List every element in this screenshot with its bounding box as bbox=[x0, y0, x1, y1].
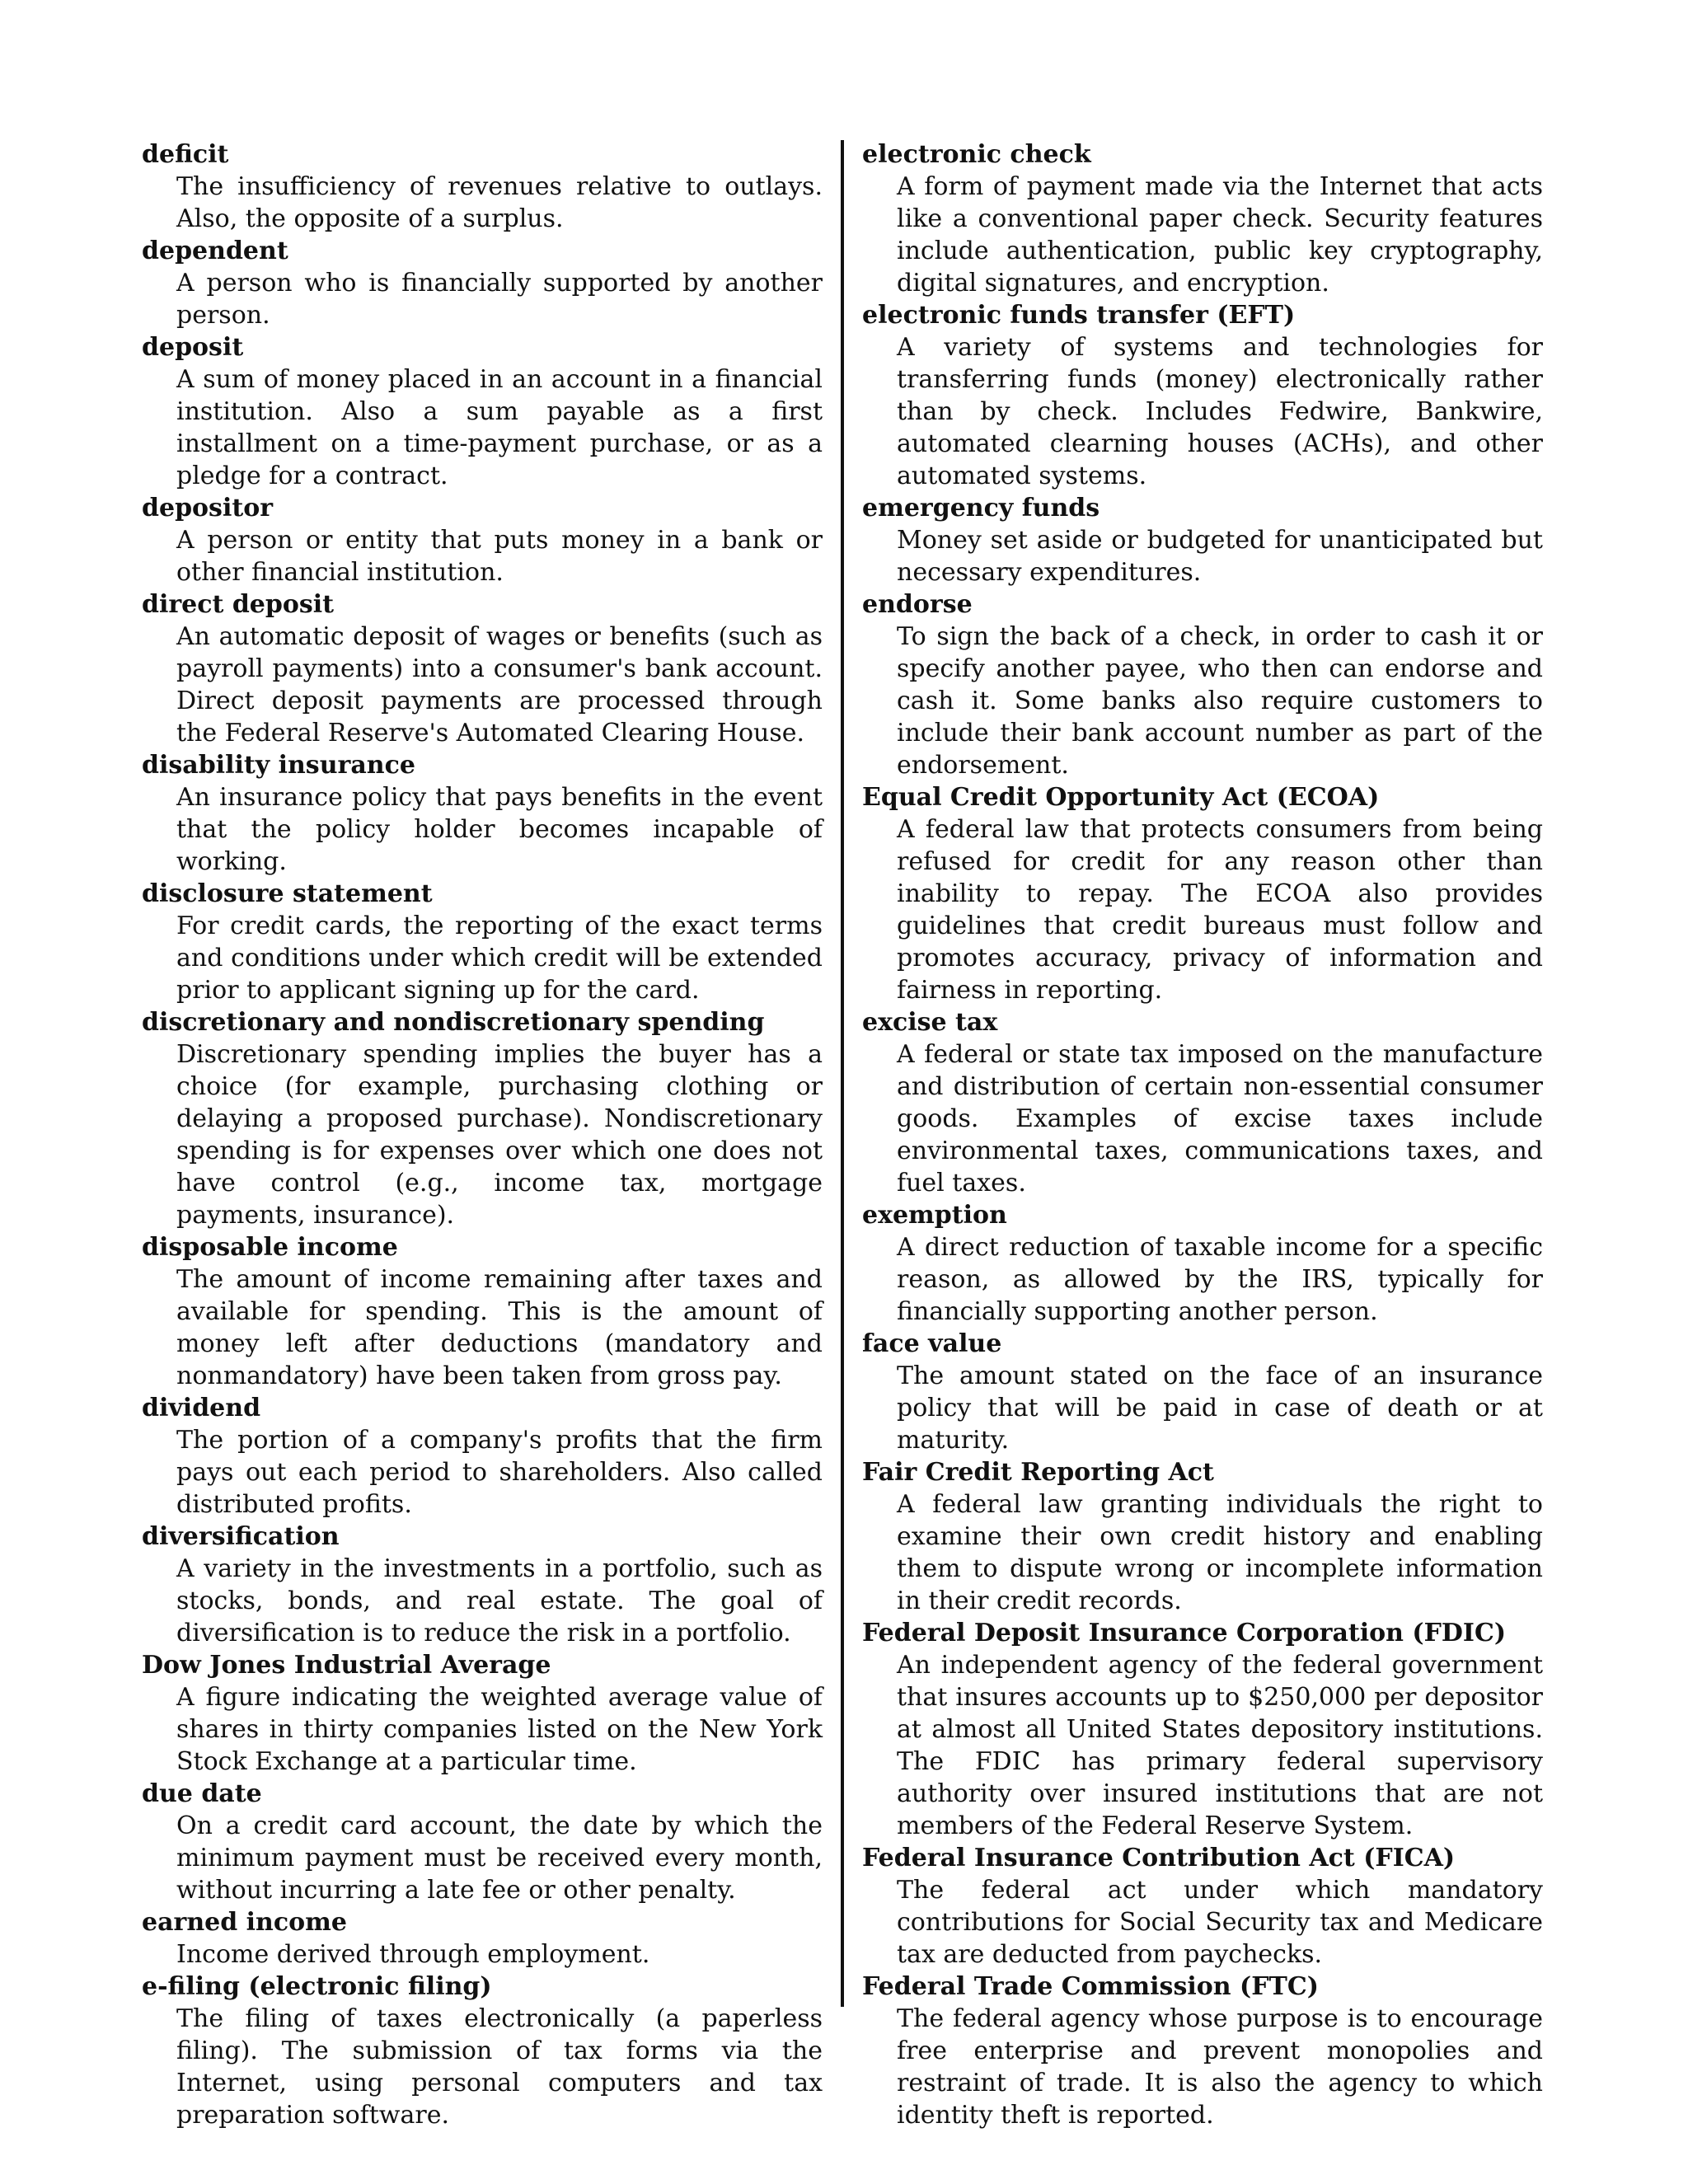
entry-definition: The filing of taxes electronically (a paperless filing). The submission of tax forms via the Internet, using personal computers and tax preparation software. bbox=[176, 2004, 823, 2130]
glossary-entry-eft bbox=[862, 299, 1543, 492]
entry-definition: The federal act under which mandatory contributions for Social Security tax and Medicare tax are deducted from paychecks. bbox=[897, 1876, 1543, 1969]
entry-definition: The portion of a company's profits that the firm pays out each period to shareholders. Also called distributed profits. bbox=[176, 1426, 823, 1519]
entry-term: depositor bbox=[142, 494, 274, 523]
entry-term: emergency funds bbox=[862, 494, 1100, 523]
glossary-entry-ecoa bbox=[862, 781, 1543, 1006]
entry-term: excise tax bbox=[862, 1008, 998, 1037]
glossary-column-right bbox=[862, 138, 1543, 2131]
glossary-entry-endorse bbox=[862, 588, 1543, 781]
entry-term: deficit bbox=[142, 140, 229, 169]
glossary-entry-excise-tax bbox=[862, 1006, 1543, 1199]
entry-definition: An independent agency of the federal government that insures accounts up to $250,000 per depositor at almost all United States depository institutions. The FDIC has primary federal supervisory authority over insured institutions that are not members of the Federal Reserve System. bbox=[897, 1651, 1543, 1840]
glossary-entry-exemption bbox=[862, 1199, 1543, 1328]
entry-term: exemption bbox=[862, 1201, 1007, 1230]
entry-term: disposable income bbox=[142, 1233, 398, 1262]
glossary-entry-depositor bbox=[142, 492, 823, 588]
entry-definition: A variety in the investments in a portfolio, such as stocks, bonds, and real estate. The goal of diversification is to reduce the risk in a portfolio. bbox=[176, 1554, 823, 1647]
entry-term: Federal Deposit Insurance Corporation (FDIC) bbox=[862, 1619, 1507, 1647]
entry-definition: An insurance policy that pays benefits in the event that the policy holder becomes incapable of working. bbox=[176, 783, 823, 876]
entry-definition: The insufficiency of revenues relative to outlays. Also, the opposite of a surplus. bbox=[176, 172, 823, 233]
entry-term: Federal Trade Commission (FTC) bbox=[862, 1972, 1319, 2001]
entry-definition: Money set aside or budgeted for unanticipated but necessary expenditures. bbox=[897, 526, 1543, 587]
glossary-entry-ftc bbox=[862, 1971, 1543, 2131]
glossary-entry-e-filing bbox=[142, 1971, 823, 2131]
glossary-entry-deficit bbox=[142, 138, 823, 235]
glossary-entry-face-value bbox=[862, 1328, 1543, 1456]
entry-definition: The amount stated on the face of an insurance policy that will be paid in case of death or at maturity. bbox=[897, 1361, 1543, 1455]
glossary-entry-disability-insurance bbox=[142, 749, 823, 878]
glossary-entry-deposit bbox=[142, 331, 823, 492]
entry-definition: An automatic deposit of wages or benefits (such as payroll payments) into a consumer's bank account. Direct deposit payments are processed through the Federal Reserve's Automated Clearing House. bbox=[176, 622, 823, 748]
glossary-entry-dependent bbox=[142, 235, 823, 331]
entry-definition: The amount of income remaining after taxes and available for spending. This is the amount of money left after deductions (mandatory and nonmandatory) have been taken from gross pay. bbox=[176, 1265, 823, 1390]
entry-definition: A form of payment made via the Internet that acts like a conventional paper check. Security features include authentication, public key cryptography, digital signatures, and encryption. bbox=[897, 172, 1543, 298]
glossary-entry-disclosure-statement bbox=[142, 878, 823, 1006]
glossary-entry-diversification bbox=[142, 1521, 823, 1649]
entry-term: Dow Jones Industrial Average bbox=[142, 1651, 551, 1680]
entry-definition: On a credit card account, the date by which the minimum payment must be received every month, without incurring a late fee or other penalty. bbox=[176, 1811, 823, 1905]
glossary-entry-emergency-funds bbox=[862, 492, 1543, 588]
entry-definition: A direct reduction of taxable income for a specific reason, as allowed by the IRS, typically for financially supporting another person. bbox=[897, 1233, 1543, 1326]
glossary-entry-discretionary-spending bbox=[142, 1006, 823, 1231]
entry-definition: A federal law that protects consumers from being refused for credit for any reason other than inability to repay. The ECOA also provides guidelines that credit bureaus must follow and promotes accuracy, privacy of information and fairness in reporting. bbox=[897, 815, 1543, 1005]
glossary-entry-fair-credit-reporting-act bbox=[862, 1456, 1543, 1617]
entry-term: electronic check bbox=[862, 140, 1091, 169]
glossary-entry-electronic-check bbox=[862, 138, 1543, 299]
entry-term: discretionary and nondiscretionary spending bbox=[142, 1008, 765, 1037]
entry-term: earned income bbox=[142, 1908, 347, 1937]
entry-term: Fair Credit Reporting Act bbox=[862, 1458, 1214, 1487]
entry-definition: A variety of systems and technologies for transferring funds (money) electronically rather than by check. Includes Fedwire, Bankwire, automated clearning houses (ACHs), and other automated systems. bbox=[897, 333, 1543, 490]
entry-definition: A figure indicating the weighted average value of shares in thirty companies listed on the New York Stock Exchange at a particular time. bbox=[176, 1683, 823, 1776]
glossary-entry-fica bbox=[862, 1842, 1543, 1971]
glossary-entry-earned-income bbox=[142, 1906, 823, 1971]
entry-term: due date bbox=[142, 1779, 262, 1808]
entry-definition: A federal or state tax imposed on the manufacture and distribution of certain non-essential consumer goods. Examples of excise taxes include environmental taxes, communications taxes, and fuel taxes. bbox=[897, 1040, 1543, 1197]
entry-definition: A federal law granting individuals the right to examine their own credit history and enabling them to dispute wrong or incomplete information in their credit records. bbox=[897, 1490, 1543, 1615]
glossary-entry-fdic bbox=[862, 1617, 1543, 1842]
entry-term: direct deposit bbox=[142, 590, 335, 619]
entry-term: electronic funds transfer (EFT) bbox=[862, 301, 1296, 330]
entry-definition: For credit cards, the reporting of the exact terms and conditions under which credit will be extended prior to applicant signing up for the card. bbox=[176, 912, 823, 1005]
entry-definition: Income derived through employment. bbox=[176, 1940, 650, 1969]
glossary-entry-disposable-income bbox=[142, 1231, 823, 1392]
entry-definition: The federal agency whose purpose is to encourage free enterprise and prevent monopolies and restraint of trade. It is also the agency to which identity theft is reported. bbox=[897, 2004, 1543, 2130]
glossary-entry-dividend bbox=[142, 1392, 823, 1521]
entry-term: Equal Credit Opportunity Act (ECOA) bbox=[862, 783, 1380, 812]
entry-term: disclosure statement bbox=[142, 879, 433, 908]
entry-term: face value bbox=[862, 1329, 1002, 1358]
glossary-entry-direct-deposit bbox=[142, 588, 823, 749]
entry-term: disability insurance bbox=[142, 751, 415, 780]
glossary-entry-due-date bbox=[142, 1778, 823, 1906]
entry-term: endorse bbox=[862, 590, 973, 619]
entry-term: e-filing (electronic filing) bbox=[142, 1972, 492, 2001]
entry-term: diversification bbox=[142, 1522, 340, 1551]
entry-definition: To sign the back of a check, in order to cash it or specify another payee, who then can endorse and cash it. Some banks also require customers to include their bank account number as part of the endorsement. bbox=[897, 622, 1543, 780]
entry-definition: A person or entity that puts money in a bank or other financial institution. bbox=[176, 526, 823, 587]
entry-term: deposit bbox=[142, 333, 244, 362]
glossary-column-left bbox=[142, 138, 823, 2131]
entry-term: dividend bbox=[142, 1394, 261, 1422]
glossary-entry-dow-jones bbox=[142, 1649, 823, 1778]
entry-definition: A person who is financially supported by another person. bbox=[176, 269, 823, 330]
column-divider bbox=[841, 140, 844, 2007]
entry-definition: Discretionary spending implies the buyer has a choice (for example, purchasing clothing or delaying a proposed purchase). Nondiscretionary spending is for expenses over which one does not have control (e.g., income tax, mortgage payments, insurance). bbox=[176, 1040, 823, 1230]
entry-term: dependent bbox=[142, 237, 288, 265]
entry-definition: A sum of money placed in an account in a financial institution. Also a sum payable as a first installment on a time-payment purchase, or as a pledge for a contract. bbox=[176, 365, 823, 490]
entry-term: Federal Insurance Contribution Act (FICA) bbox=[862, 1844, 1456, 1872]
